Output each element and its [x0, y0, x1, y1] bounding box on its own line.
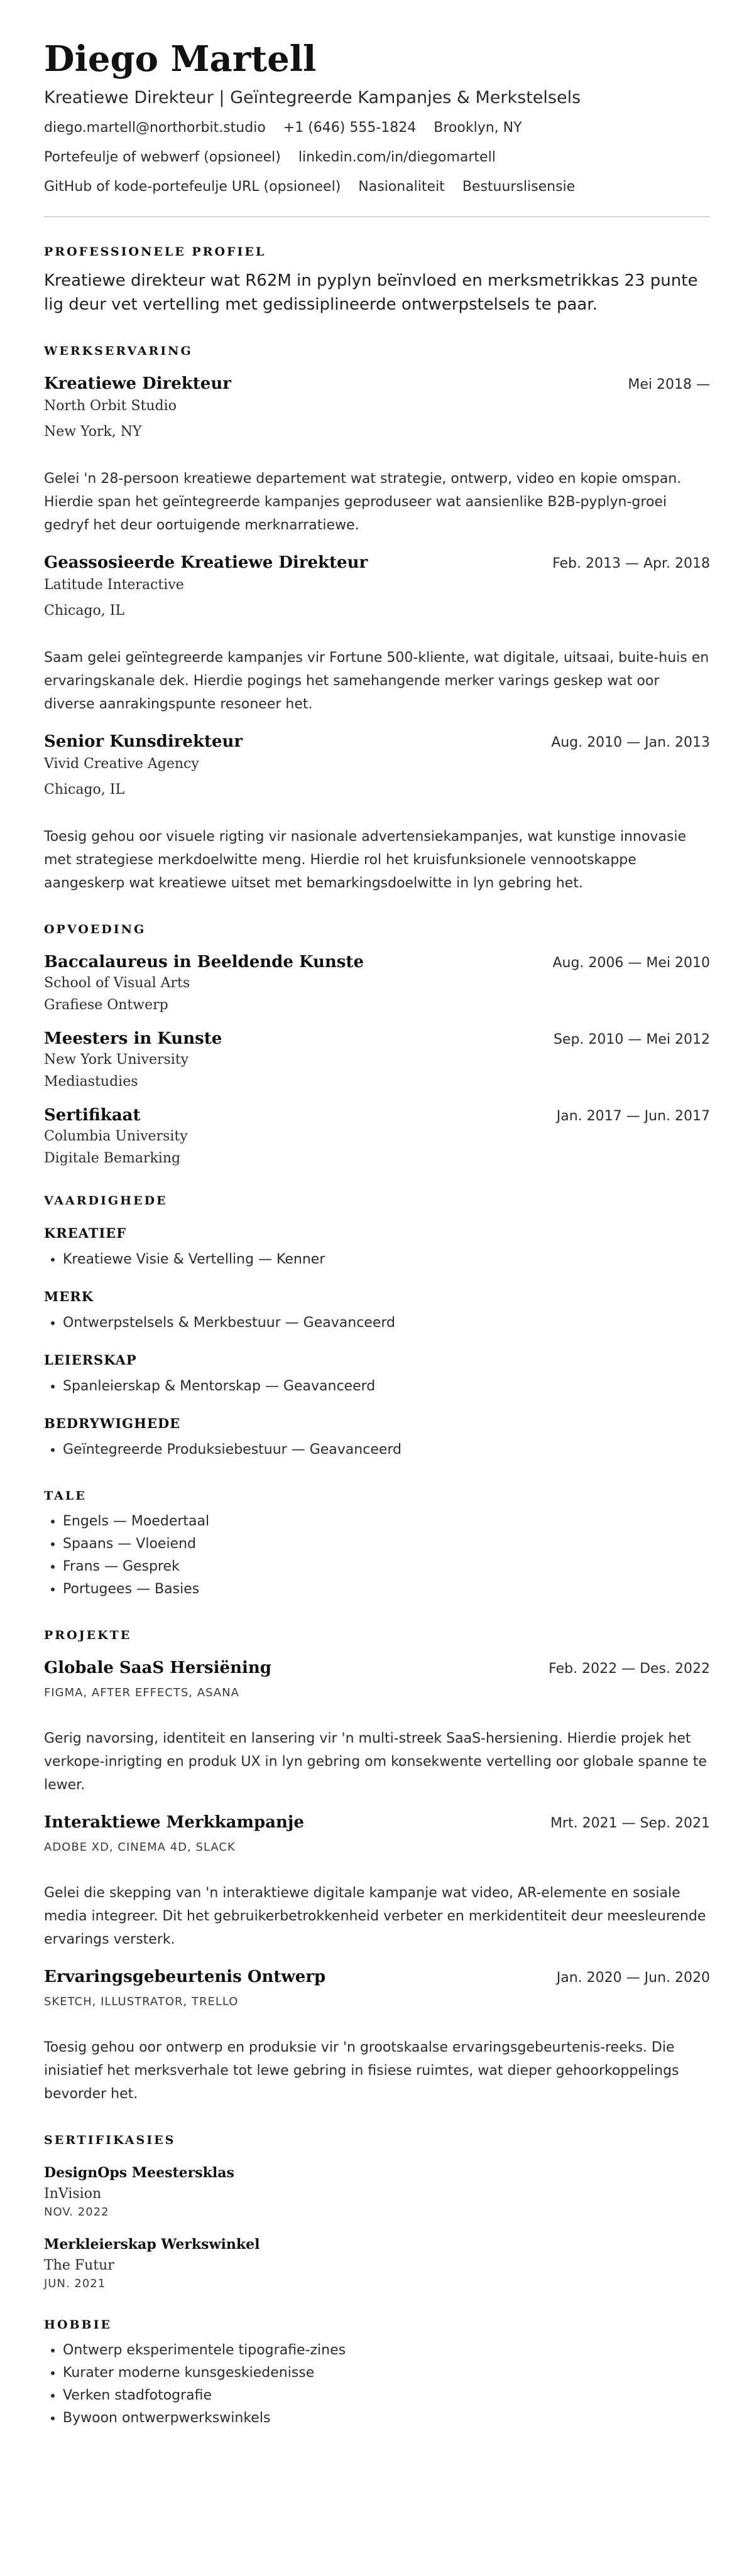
job-location: New York, NY	[44, 424, 142, 440]
degree-title: Sertifikaat	[44, 1106, 141, 1125]
contact-location: Brooklyn, NY	[434, 120, 522, 136]
job-description: Toesig gehou oor visuele rigting vir nasionale advertensiekampanjes, wat kunstige innovasie met strategiese merkdoelwitte meng. Hierdie rol het kruisfunksionele vennootskappe aangeskerp wat kreatiewe uitset met bemarkingsdoelwitte in lyn gebring het.	[44, 829, 687, 891]
project-tools: ADOBE XD, CINEMA 4D, SLACK	[44, 1841, 236, 1854]
contact-phone[interactable]: +1 (646) 555-1824	[283, 120, 417, 136]
section-title: SERTIFIKASIES	[44, 2133, 176, 2147]
company-name: North Orbit Studio	[44, 398, 177, 414]
contact-email[interactable]: diego.martell@northorbit.studio	[44, 120, 266, 136]
skill-category: LEIERSKAP	[44, 1352, 137, 1368]
field-of-study: Digitale Bemarking	[44, 1150, 181, 1166]
education-entry	[44, 953, 710, 1013]
education-dates: Jan. 2017 — Jun. 2017	[556, 1108, 710, 1124]
project-entry	[44, 1659, 710, 1797]
job-description: Gelei 'n 28-persoon kreatiewe departement wat strategie, ontwerp, video en kopie omspan. Hierdie span het geïntegreerde kampanjes geproduseer wat aansienlike B2B-pyplyn-groei gedryf het deur oortuigende merknarratiewe.	[44, 471, 682, 533]
resume-header	[44, 38, 710, 195]
job-dates: Mei 2018 —	[628, 377, 710, 392]
certification-entry	[44, 2236, 710, 2290]
company-name: Vivid Creative Agency	[44, 756, 199, 772]
hobby-item: • Bywoon ontwerpwerkswinkels	[63, 2407, 710, 2430]
hobbies-section	[44, 2318, 710, 2430]
section-title: TALE	[44, 1489, 87, 1503]
hobby-item: • Verken stadfotografie	[63, 2384, 710, 2407]
hobby-item: • Kurater moderne kunsgeskiedenisse	[63, 2362, 710, 2384]
skill-item: • Kreatiewe Visie & Vertelling — Kenner	[63, 1248, 710, 1271]
project-name: Globale SaaS Hersiëning	[44, 1659, 271, 1677]
certification-date: NOV. 2022	[44, 2205, 109, 2219]
education-dates: Sep. 2010 — Mei 2012	[553, 1032, 710, 1047]
contact-linkedin[interactable]: linkedin.com/in/diegomartell	[298, 149, 496, 165]
language-list	[44, 1510, 710, 1601]
section-title: PROJEKTE	[44, 1628, 132, 1642]
certification-date: JUN. 2021	[44, 2277, 106, 2290]
project-description: Gerig navorsing, identiteit en lansering vir 'n multi-streek SaaS-hersiening. Hierdie projek het verkope-inrigting en produk UX in lyn gebring om konsekwente vertelling oor globale spanne te lewer.	[44, 1731, 707, 1793]
project-dates: Feb. 2022 — Des. 2022	[549, 1661, 710, 1677]
degree-title: Meesters in Kunste	[44, 1029, 222, 1048]
job-description: Saam gelei geïntegreerde kampanjes vir Fortune 500-kliente, wat digitale, uitsaai, buite-huis en ervaringskanale dek. Hierdie pogings het samehangende merker varings geskep wat oor diverse aanrakingspunte resoneer het.	[44, 650, 709, 712]
skill-list	[44, 1375, 710, 1398]
language-item: • Portugees — Basies	[63, 1578, 710, 1601]
school-name: Columbia University	[44, 1128, 188, 1144]
candidate-headline: Kreatiewe Direkteur | Geïntegreerde Kampanjes & Merkstelsels	[44, 88, 581, 107]
experience-entry	[44, 732, 710, 895]
project-dates: Jan. 2020 — Jun. 2020	[556, 1970, 710, 1986]
certification-name: DesignOps Meestersklas	[44, 2165, 234, 2181]
skill-item: • Spanleierskap & Mentorskap — Geavanceerd	[63, 1375, 710, 1398]
experience-section	[44, 344, 710, 895]
section-title: HOBBIE	[44, 2318, 112, 2332]
contact-row	[44, 149, 710, 165]
hobby-list	[44, 2339, 710, 2430]
contact-row	[44, 179, 710, 195]
section-title: OPVOEDING	[44, 923, 146, 936]
skill-category: MERK	[44, 1289, 94, 1304]
project-tools: FIGMA, AFTER EFFECTS, ASANA	[44, 1686, 239, 1699]
school-name: New York University	[44, 1052, 189, 1068]
education-dates: Aug. 2006 — Mei 2010	[552, 955, 710, 971]
skill-item: • Geïntegreerde Produksiebestuur — Geavanceerd	[63, 1439, 710, 1461]
certification-name: Merkleierskap Werkswinkel	[44, 2236, 260, 2253]
job-location: Chicago, IL	[44, 782, 125, 798]
field-of-study: Mediastudies	[44, 1074, 138, 1090]
project-description: Gelei die skepping van 'n interaktiewe digitale kampanje wat video, AR-elemente en sosiale media integreer. Dit het gebruikerbetrokkenheid verbeter en merkidentiteit deur meesleurende ervarings versterk.	[44, 1885, 706, 1947]
job-dates: Feb. 2013 — Apr. 2018	[552, 556, 710, 571]
section-title: WERKSERVARING	[44, 344, 193, 358]
contact-drivers-license: Bestuurslisensie	[462, 179, 576, 195]
education-entry	[44, 1106, 710, 1166]
job-title: Geassosieerde Kreatiewe Direkteur	[44, 553, 368, 572]
certification-entry	[44, 2165, 710, 2219]
project-dates: Mrt. 2021 — Sep. 2021	[550, 1816, 710, 1831]
skill-item: • Ontwerpstelsels & Merkbestuur — Geavanceerd	[63, 1312, 710, 1334]
skill-list	[44, 1312, 710, 1334]
candidate-name: Diego Martell	[44, 38, 317, 80]
project-entry	[44, 1813, 710, 1951]
skill-category: BEDRYWIGHEDE	[44, 1415, 181, 1431]
contact-nationality: Nasionaliteit	[358, 179, 445, 195]
contact-row	[44, 120, 710, 136]
certifications-section	[44, 2133, 710, 2290]
skills-section	[44, 1194, 710, 1461]
hobby-item: • Ontwerp eksperimentele tipografie-zines	[63, 2339, 710, 2362]
project-tools: SKETCH, ILLUSTRATOR, TRELLO	[44, 1995, 239, 2008]
project-entry	[44, 1967, 710, 2106]
school-name: School of Visual Arts	[44, 975, 190, 991]
project-description: Toesig gehou oor ontwerp en produksie vir 'n grootskaalse ervaringsgebeurtenis-reeks. Die inisiatief het merksverhale tot lewe gebring in fisiese ruimtes, wat dieper gehoorkoppelings bevorder het.	[44, 2040, 679, 2102]
experience-entry	[44, 374, 710, 537]
project-name: Interaktiewe Merkkampanje	[44, 1813, 304, 1832]
skill-list	[44, 1439, 710, 1461]
header-divider	[44, 216, 710, 217]
language-item: • Spaans — Vloeiend	[63, 1533, 710, 1556]
job-title: Senior Kunsdirekteur	[44, 732, 243, 751]
company-name: Latitude Interactive	[44, 577, 184, 593]
certification-issuer: The Futur	[44, 2258, 114, 2273]
job-dates: Aug. 2010 — Jan. 2013	[551, 735, 710, 750]
section-title: VAARDIGHEDE	[44, 1194, 168, 1208]
skill-category: KREATIEF	[44, 1225, 127, 1241]
project-name: Ervaringsgebeurtenis Ontwerp	[44, 1967, 326, 1986]
section-title: PROFESSIONELE PROFIEL	[44, 245, 266, 259]
projects-section	[44, 1628, 710, 2106]
contact-github[interactable]: GitHub of kode-portefeulje URL (opsioneel)	[44, 179, 341, 195]
language-item: • Engels — Moedertaal	[63, 1510, 710, 1533]
languages-section	[44, 1489, 710, 1601]
profile-summary: Kreatiewe direkteur wat R62M in pyplyn beïnvloed en merksmetrikkas 23 punte lig deur vet vertelling met gedissiplineerde ontwerpstelsels te paar.	[44, 271, 698, 314]
job-location: Chicago, IL	[44, 603, 125, 619]
contact-portfolio[interactable]: Portefeulje of webwerf (opsioneel)	[44, 149, 281, 165]
education-entry	[44, 1029, 710, 1090]
degree-title: Baccalaureus in Beeldende Kunste	[44, 953, 364, 971]
education-section	[44, 923, 710, 1166]
experience-entry	[44, 553, 710, 716]
skill-list	[44, 1248, 710, 1271]
profile-section	[44, 245, 710, 317]
job-title: Kreatiewe Direkteur	[44, 374, 231, 393]
language-item: • Frans — Gesprek	[63, 1556, 710, 1578]
certification-issuer: InVision	[44, 2186, 102, 2202]
field-of-study: Grafiese Ontwerp	[44, 997, 168, 1013]
